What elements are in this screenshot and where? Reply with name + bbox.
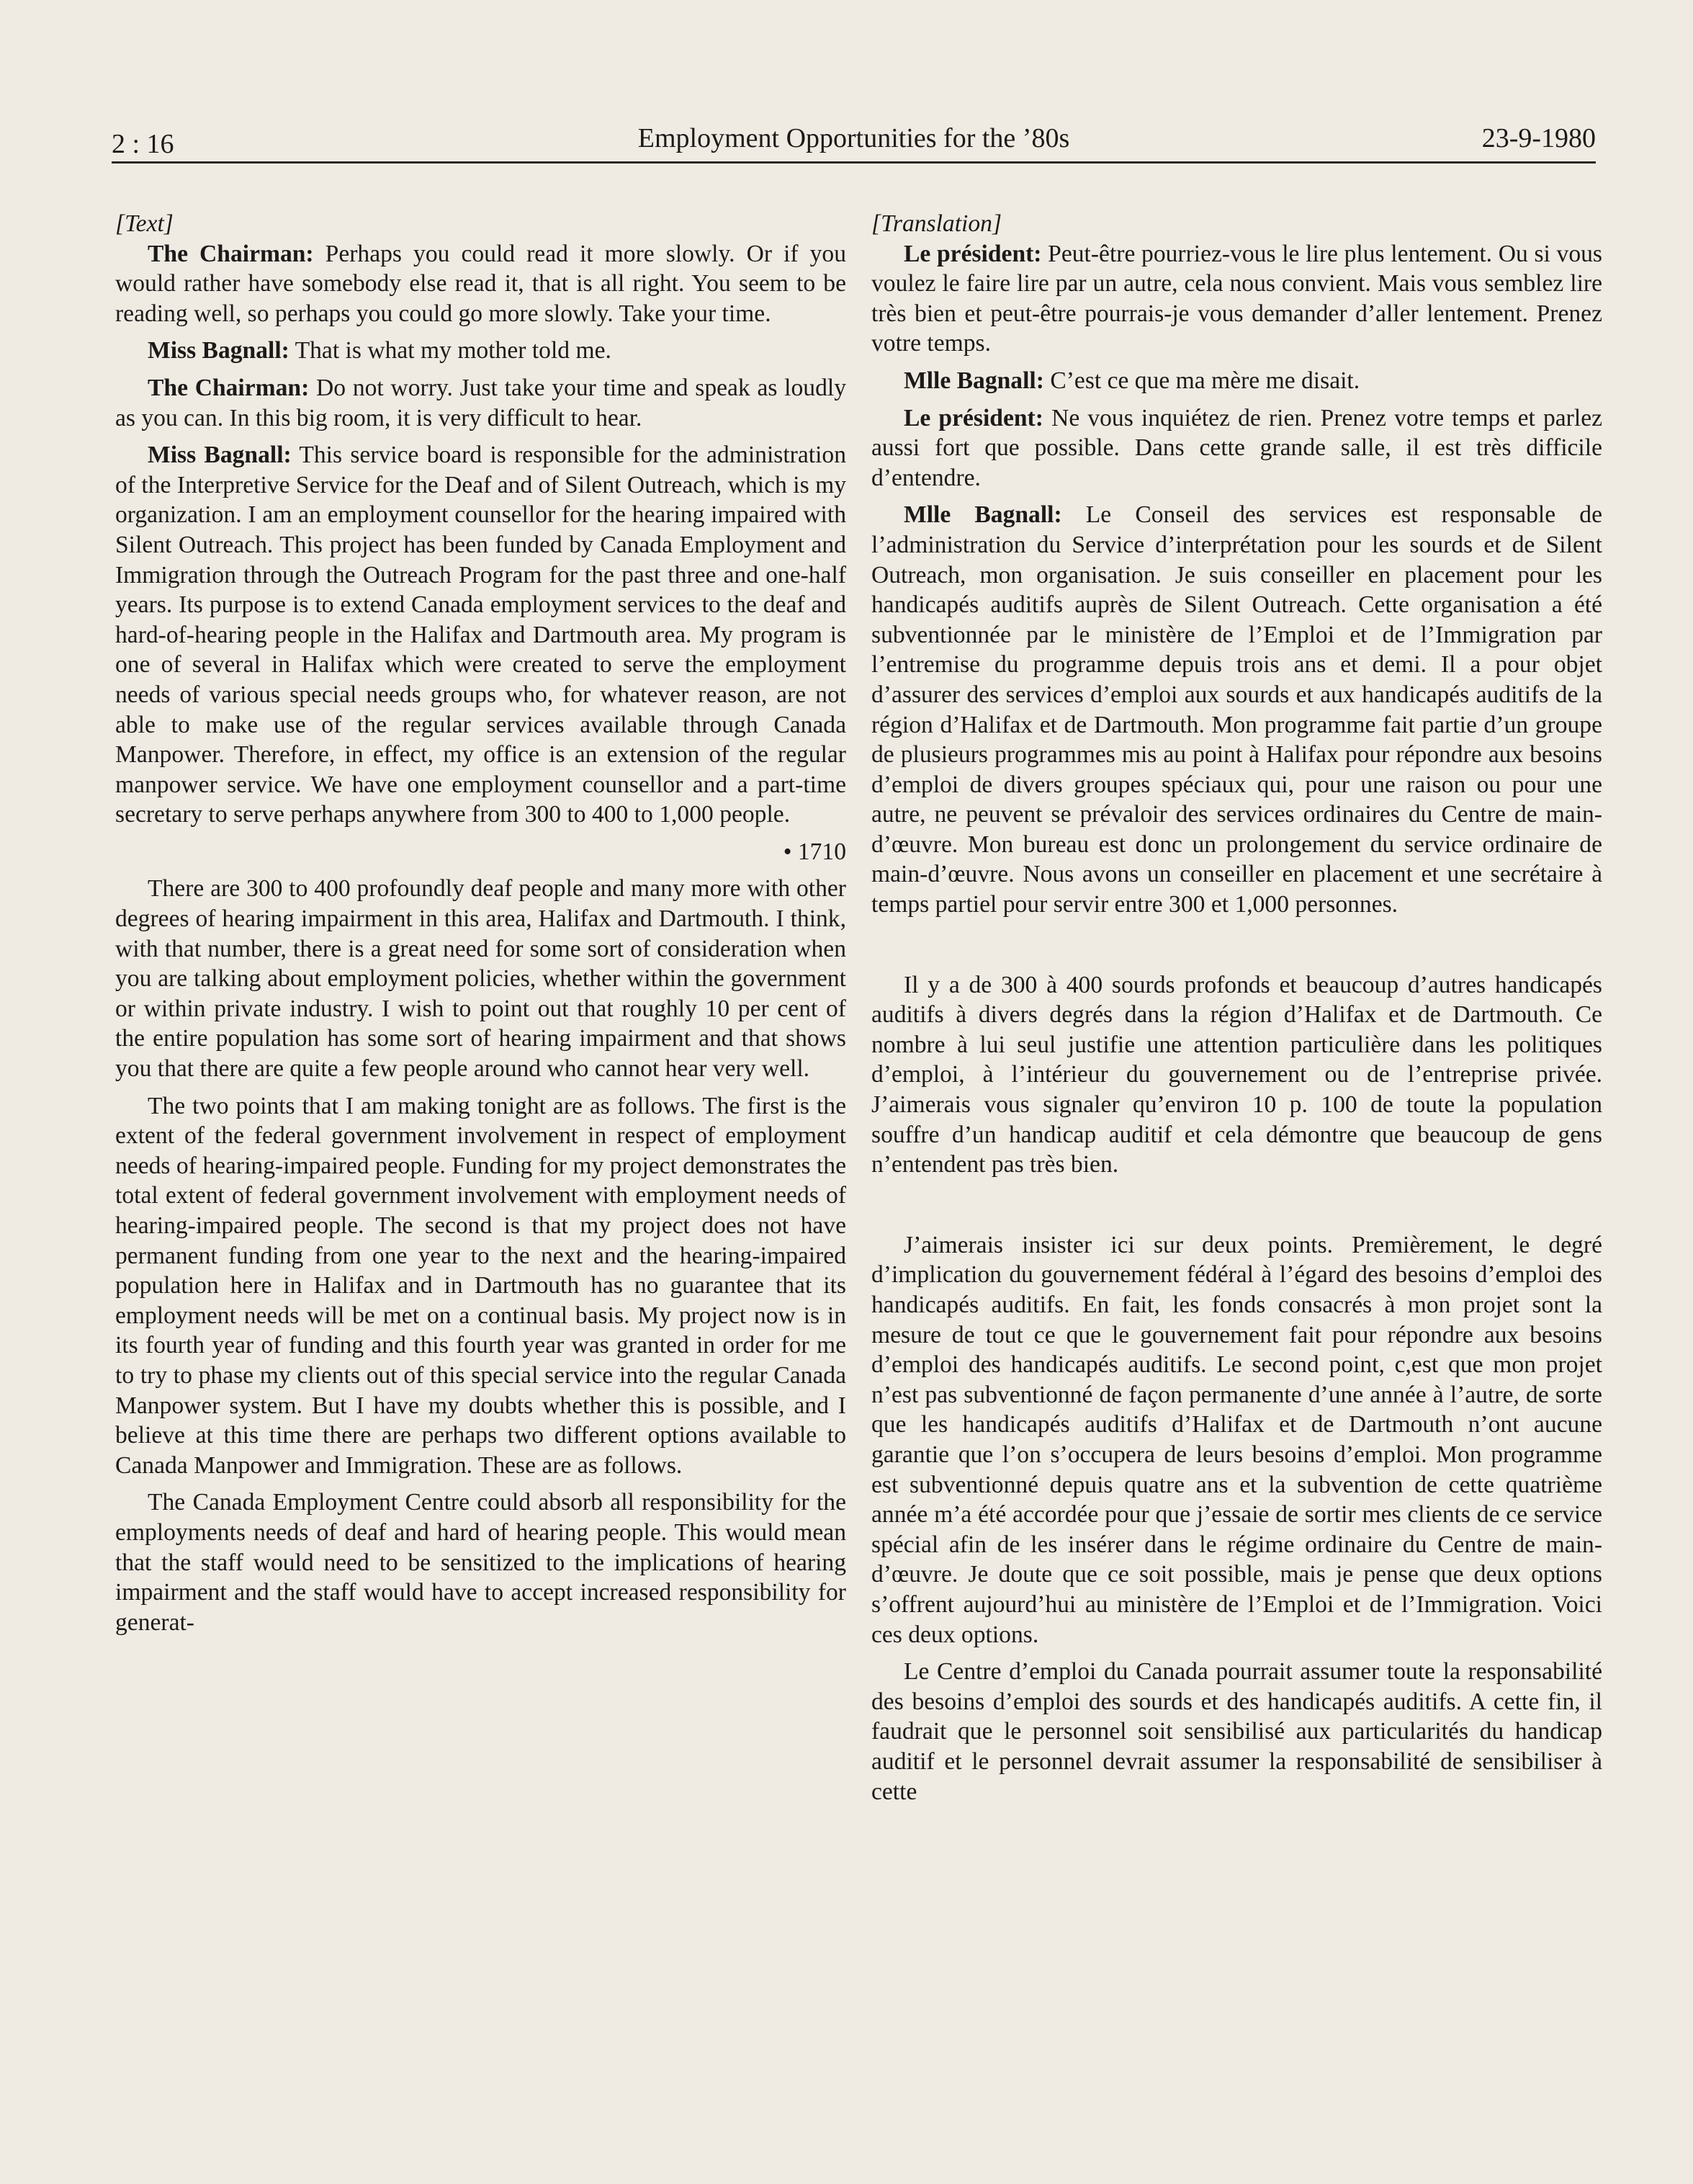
paragraph	[115, 239, 846, 329]
text-marker: [Text]	[115, 210, 174, 237]
header-rule	[112, 161, 1596, 164]
paragraph: Il y a de 300 à 400 sourds profonds et beaucoup d’autres handicapés auditifs à divers degrés dans la région d’Halifax et de Dartmouth. Ce nombre à lui seul justifie une attention particulière dans les politiques d’emploi, à l’intérieur du gouvernement ou de l’entreprise privée. J’aimerais vous signaler qu’environ 10 p. 100 de toute la population souffre d’un handicap auditif et cela démontre que beaucoup de gens n’entendent pas très bien.	[871, 971, 1602, 1178]
speaker: Miss Bagnall:	[148, 442, 292, 469]
header-date: 23-9-1980	[1481, 123, 1596, 153]
paragraph	[115, 336, 846, 366]
speech: This service board is responsible for the administration of the Interpretive Service for the Deaf and of Silent Outreach, which is my organization. I am an employment counsellor for the hearing impaired with Silent Outreach. This project has been funded by Canada Employment and Immigration through the Outreach Program for the past three and one-half years. Its purpose is to extend Canada employment services to the deaf and hard-of-hearing people in the Halifax and Dartmouth area. My program is one of several in Halifax which were created to serve the employment needs of various special needs groups who, for whatever reason, are not able to make use of the regular services available through Canada Manpower. Therefore, in effect, my office is an extension of the regular manpower service. We have one employment counsellor and a part-time secretary to serve perhaps anywhere from 300 to 400 to 1,000 people.	[115, 442, 846, 828]
speech: Ne vous inquiétez de rien. Prenez votre temps et parlez aussi fort que possible. Dans cette grande salle, il est très difficile d’entendre.	[871, 404, 1602, 491]
speech: C’est ce que ma mère me disait.	[1043, 367, 1360, 394]
timestamp: • 1710	[783, 838, 846, 865]
paragraph: J’aimerais insister ici sur deux points. Premièrement, le degré d’implication du gouvernement fédéral à l’égard des besoins d’emploi des handicapés auditifs. En fait, les fonds consacrés à mon projet sont la mesure de tout ce que le gouvernement fait pour répondre aux besoins d’emploi des handicapés auditifs. Le second point, c,est que mon projet n’est pas subventionné de façon permanente d’une année à l’autre, de sorte que les handicapés auditifs d’Halifax et de Dartmouth n’ont aucune garantie que l’on s’occupera de leurs besoins d’emploi. Mon programme est subventionné depuis quatre ans et la subvention de cette quatrième année m’a été accordée pour que j’essaie de sortir mes clients de ce service spécial afin de les insérer dans le régime ordinaire du Centre de main-d’œuvre. Je doute que ce soit possible, mais je pense que deux options s’offrent aujourd’hui au ministère de l’Emploi et de l’Immigration. Voici ces deux options.	[871, 1231, 1602, 1648]
english-column	[115, 209, 846, 1644]
speaker: The Chairman:	[148, 240, 314, 267]
spacer	[871, 927, 1602, 970]
speaker: The Chairman:	[148, 374, 310, 401]
paragraph: The Canada Employment Centre could absorb all responsibility for the employments needs of deaf and hard of hearing people. This would mean that the staff would need to be sensitized to the implications of hearing impairment and the staff would have to accept increased responsibility for generat-	[115, 1489, 846, 1636]
running-title: Employment Opportunities for the ’80s	[637, 123, 1070, 153]
speaker: Mlle Bagnall:	[904, 501, 1062, 529]
page-header	[112, 114, 1596, 164]
page-number: 2 : 16	[112, 129, 174, 159]
spacer	[871, 1187, 1602, 1230]
paragraph	[115, 440, 846, 830]
paragraph	[871, 403, 1602, 493]
speech: That is what my mother told me.	[289, 337, 611, 364]
speech: Peut-être pourriez-vous le lire plus lentement. Ou si vous voulez le faire lire par un autre, cela nous convient. Mais vous semblez lire très bien et peut-être pourrais-je vous demander d’aller lentement. Prenez votre temps.	[871, 240, 1602, 357]
paragraph: The two points that I am making tonight are as follows. The first is the extent of the federal government involvement in respect of employment needs of hearing-impaired people. Funding for my project demonstrates the total extent of federal government involvement with employment needs of hearing-impaired people. The second is that my project does not have permanent funding from one year to the next and the hearing-impaired population here in Halifax and in Dartmouth has no guarantee that its employment needs will be met on a continual basis. My project now is in its fourth year of funding and this fourth year was granted in order for me to try to phase my clients out of this special service into the regular Canada Manpower system. But I have my doubts whether this is possible, and I believe at this time there are perhaps two different options available to Canada Manpower and Immigration. These are as follows.	[115, 1092, 846, 1479]
speaker: Le président:	[904, 240, 1042, 267]
paragraph	[871, 366, 1602, 396]
paragraph: Le Centre d’emploi du Canada pourrait assumer toute la responsabilité des besoins d’emploi des sourds et des handicapés auditifs. A cette fin, il faudrait que le personnel soit sensibilisé aux particularités du handicap auditif et le personnel devrait assumer la responsabilité de sensibiliser à cette	[871, 1658, 1602, 1805]
speaker: Miss Bagnall:	[148, 337, 289, 364]
paragraph	[871, 239, 1602, 359]
speech: Perhaps you could read it more slowly. Or if you would rather have somebody else read it, that is all right. You seem to be reading well, so perhaps you could go more slowly. Take your time.	[115, 240, 846, 327]
translation-marker: [Translation]	[871, 210, 1002, 237]
paragraph: There are 300 to 400 profoundly deaf people and many more with other degrees of hearing impairment in this area, Halifax and Dartmouth. I think, with that number, there is a great need for some sort of consideration when you are talking about employment policies, whether within the government or within private industry. I wish to point out that roughly 10 per cent of the entire population has some sort of hearing impairment and that shows you that there are quite a few people around who cannot hear very well.	[115, 875, 846, 1083]
speech: Le Conseil des services est responsable de l’administration du Service d’interprétation pour les sourds et de Silent Outreach, mon organisation. Je suis conseiller en placement pour les handicapés auditifs auprès de Silent Outreach. Cette organisation a été subventionnée par le ministère de l’Emploi et de l’Immigration par l’entremise du programme depuis trois ans et demi. Il a pour objet d’assurer des services d’emploi aux sourds et aux handicapés auditifs de la région d’Halifax et de Dartmouth. Mon programme fait partie d’un groupe de plusieurs programmes mis au point à Halifax pour répondre aux besoins d’emploi de divers groupes spéciaux qui, pour une raison ou pour une autre, ne peuvent se prévaloir des services ordinaires du Centre de main-d’œuvre. Mon bureau est donc un prolongement du service ordinaire de main-d’œuvre. Nous avons un conseiller en placement et une secrétaire à temps partiel pour servir entre 300 et 1,000 personnes.	[871, 501, 1602, 918]
french-column	[871, 209, 1602, 1814]
speech: Do not worry. Just take your time and speak as loudly as you can. In this big room, it is very difficult to hear.	[115, 374, 846, 431]
paragraph	[871, 500, 1602, 919]
speaker: Mlle Bagnall:	[904, 367, 1044, 394]
speaker: Le président:	[904, 404, 1043, 431]
paragraph	[115, 373, 846, 433]
